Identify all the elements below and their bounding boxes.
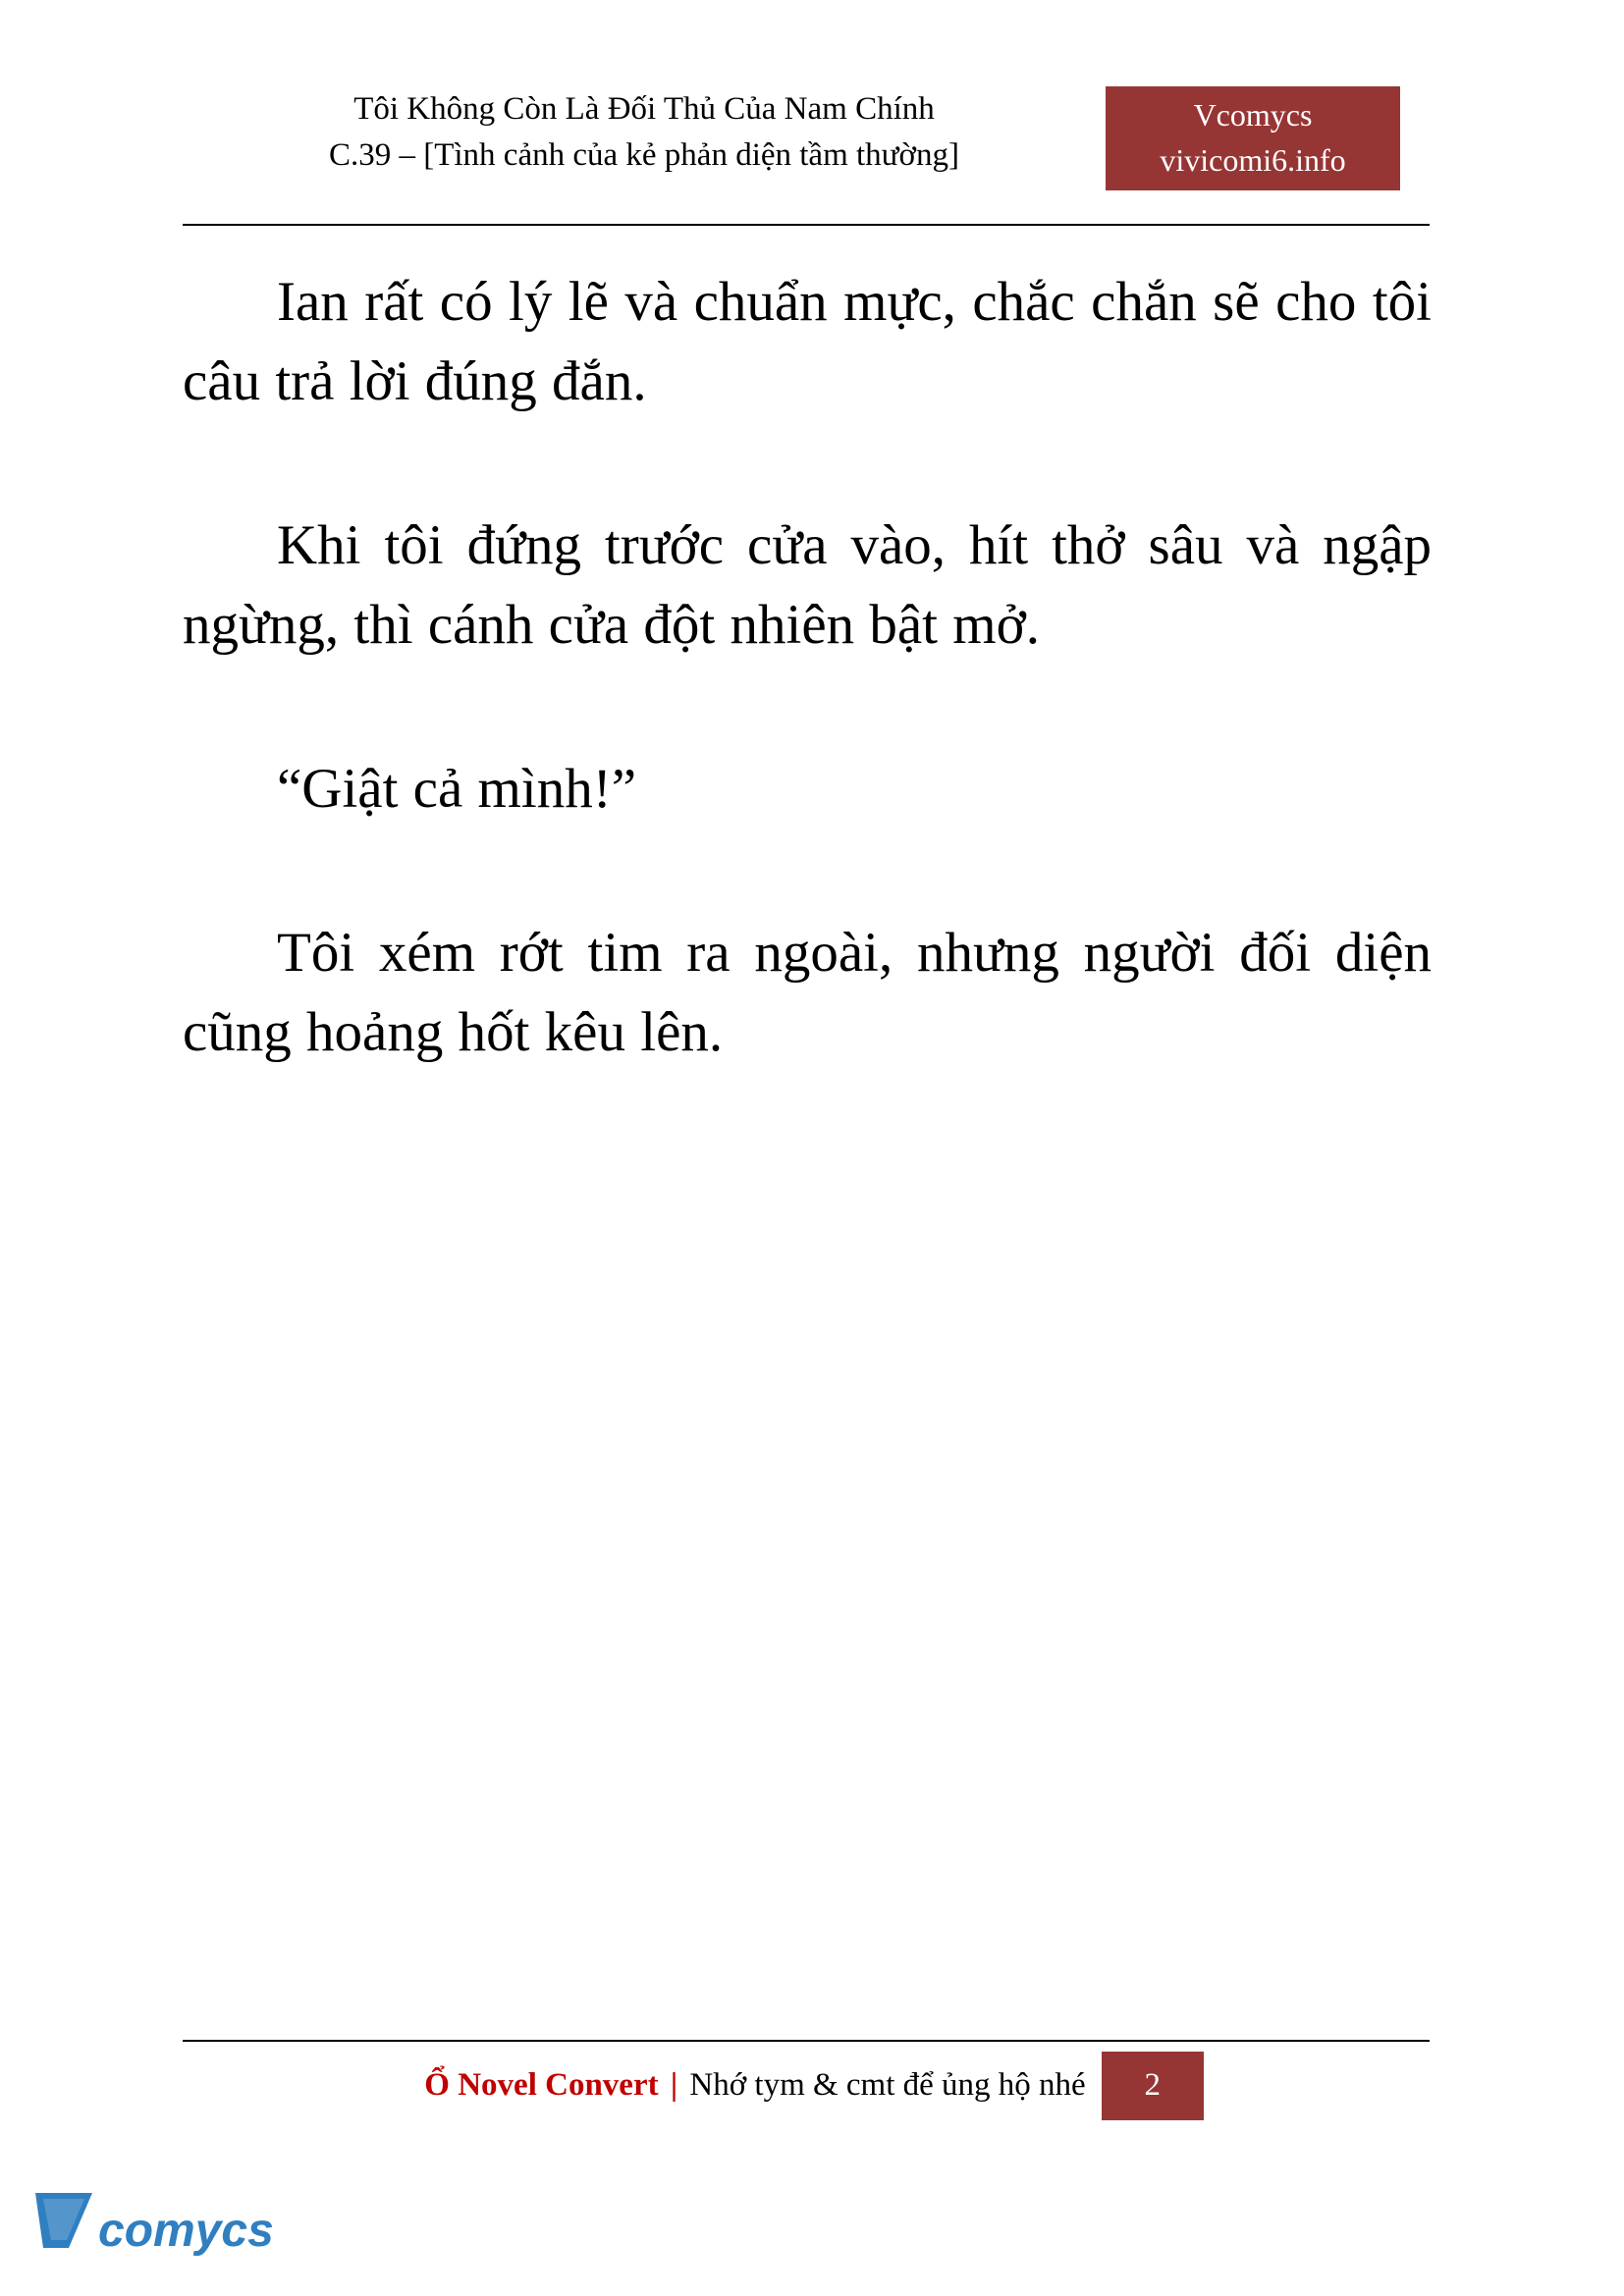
footer-separator: | [670,2067,678,2103]
paragraph: Ian rất có lý lẽ và chuẩn mực, chắc chắn sẽ cho tôi câu trả lời đúng đắn. [183,271,1432,412]
site-badge-name: Vcomycs [1193,97,1313,133]
footer-divider [183,2040,1430,2042]
site-badge-url: vivicomi6.info [1160,142,1346,179]
header-divider [183,224,1430,226]
site-badge [1106,86,1400,190]
footer-note: Nhớ tym & cmt để ủng hộ nhé [689,2067,1086,2103]
footer-brand: Ổ Novel Convert [424,2067,659,2103]
page-header [183,86,1430,190]
svg-text:comycs: comycs [98,2205,274,2257]
vcomycs-logo-svg [29,2187,275,2271]
page-number-badge: 2 [1102,2052,1204,2120]
paragraph: Tôi xém rớt tim ra ngoài, nhưng người đối diện cũng hoảng hốt kêu lên. [183,921,1432,1063]
paragraph-dialogue: “Giật cả mình!” [277,757,636,820]
book-title-line-1: Tôi Không Còn Là Đối Thủ Của Nam Chính [353,91,935,127]
footer-credit [408,2052,1101,2120]
page-content [183,263,1432,1157]
paragraph: Khi tôi đứng trước cửa vào, hít thở sâu và ngập ngừng, thì cánh cửa đột nhiên bật mở. [183,513,1432,656]
page-footer [183,2052,1430,2120]
vcomycs-logo [29,2187,275,2271]
book-title [183,86,1106,190]
chapter-title-line-2: C.39 – [Tình cảnh của kẻ phản diện tầm thường] [328,136,959,173]
